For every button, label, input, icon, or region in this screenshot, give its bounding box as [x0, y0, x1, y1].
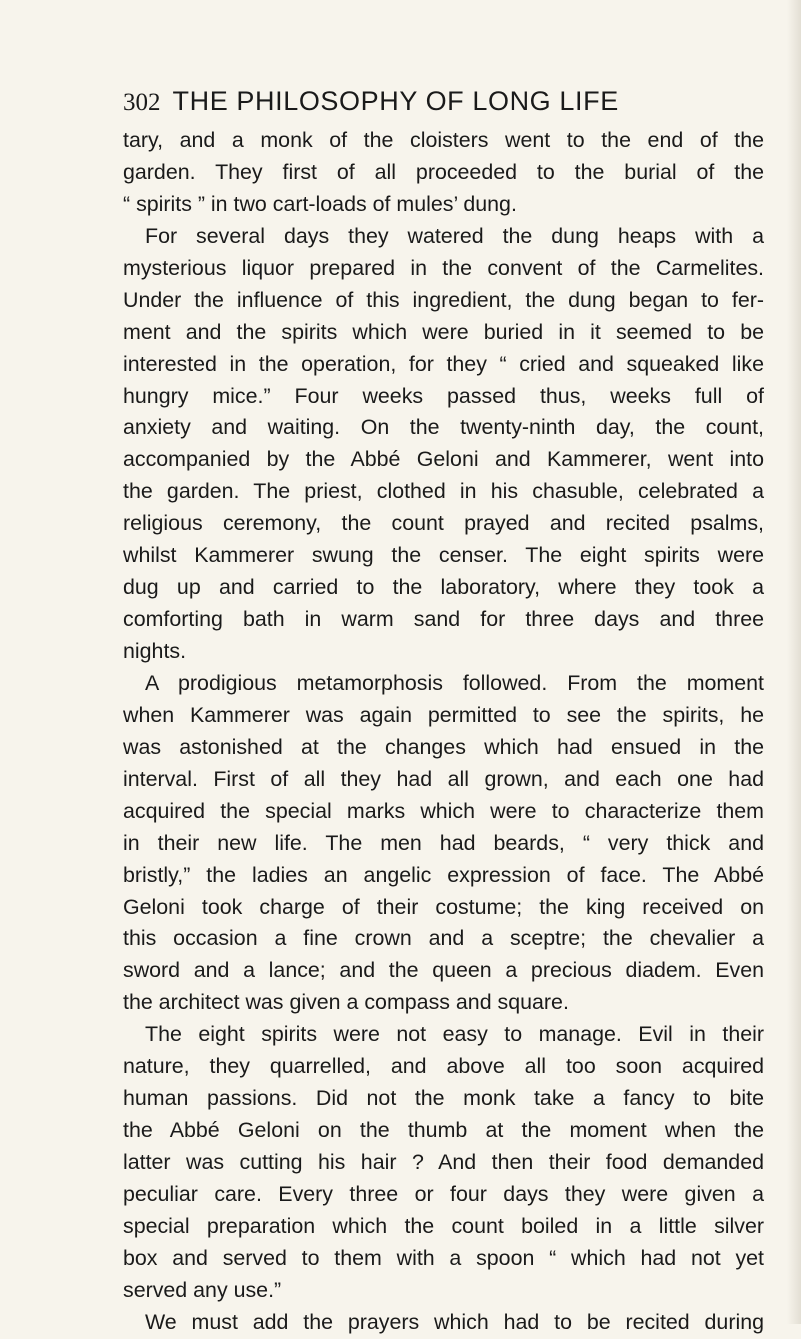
text-line: mysterious liquor prepared in the convent of the Carmelites.: [123, 255, 764, 280]
paragraph-start-line: The eight spirits were not easy to manage. Evil in their: [145, 1022, 764, 1047]
text-line: hungry mice.” Four weeks passed thus, weeks full of: [123, 383, 764, 408]
paragraph-start-line: For several days they watered the dung heaps with a: [145, 223, 764, 248]
text-line: in their new life. The men had beards, “ very thick and: [123, 830, 764, 855]
text-line: ment and the spirits which were buried in it seemed to be: [123, 319, 764, 344]
text-line: box and served to them with a spoon “ which had not yet: [123, 1245, 764, 1270]
body-text: [123, 125, 764, 1339]
text-line: comforting bath in warm sand for three days and three: [123, 607, 764, 632]
page-number: 302: [123, 89, 161, 116]
paragraph-start-line: We must add the prayers which had to be recited during: [145, 1309, 764, 1334]
text-line: nights.: [123, 639, 187, 663]
text-line: accompanied by the Abbé Geloni and Kammerer, went into: [123, 447, 764, 472]
text-line: anxiety and waiting. On the twenty-ninth day, the count,: [123, 415, 764, 440]
text-line: tary, and a monk of the cloisters went to the end of the: [123, 128, 764, 152]
text-line: garden. They first of all proceeded to the burial of the: [123, 159, 764, 184]
text-line: special preparation which the count boiled in a little silver: [123, 1213, 764, 1238]
text-line: the architect was given a compass and square.: [123, 990, 569, 1015]
text-line: when Kammerer was again permitted to see the spirits, he: [123, 702, 764, 727]
text-line: was astonished at the changes which had ensued in the: [123, 734, 764, 759]
page-edge-shadow: [787, 0, 801, 1324]
text-line: interested in the operation, for they “ cried and squeaked like: [123, 351, 764, 376]
text-line: bristly,” the ladies an angelic expression of face. The Abbé: [123, 862, 764, 887]
text-line: the Abbé Geloni on the thumb at the moment when the: [123, 1118, 764, 1143]
text-line: “ spirits ” in two cart-loads of mules’ dung.: [123, 191, 517, 216]
text-line: Under the influence of this ingredient, the dung began to fer-: [123, 287, 764, 312]
paragraph-start-line: A prodigious metamorphosis followed. From the moment: [145, 670, 764, 695]
text-line: Geloni took charge of their costume; the king received on: [123, 894, 764, 919]
text-line: this occasion a fine crown and a sceptre; the chevalier a: [123, 926, 764, 951]
text-line: human passions. Did not the monk take a fancy to bite: [123, 1086, 764, 1111]
text-line: interval. First of all they had all grown, and each one had: [123, 766, 764, 791]
text-line: latter was cutting his hair ? And then their food demanded: [123, 1150, 764, 1174]
running-title: THE PHILOSOPHY OF LONG LIFE: [172, 86, 619, 116]
text-line: whilst Kammerer swung the censer. The eight spirits were: [123, 543, 764, 568]
running-header: [123, 86, 723, 126]
text-line: peculiar care. Every three or four days they were given a: [123, 1181, 764, 1206]
text-line: nature, they quarrelled, and above all too soon acquired: [123, 1054, 764, 1079]
text-line: served any use.”: [123, 1277, 282, 1302]
text-line: sword and a lance; and the queen a precious diadem. Even: [123, 958, 764, 983]
text-line: the garden. The priest, clothed in his chasuble, celebrated a: [123, 479, 764, 504]
text-line: acquired the special marks which were to characterize them: [123, 798, 764, 823]
text-line: dug up and carried to the laboratory, where they took a: [123, 575, 764, 600]
text-line: religious ceremony, the count prayed and recited psalms,: [123, 511, 764, 536]
